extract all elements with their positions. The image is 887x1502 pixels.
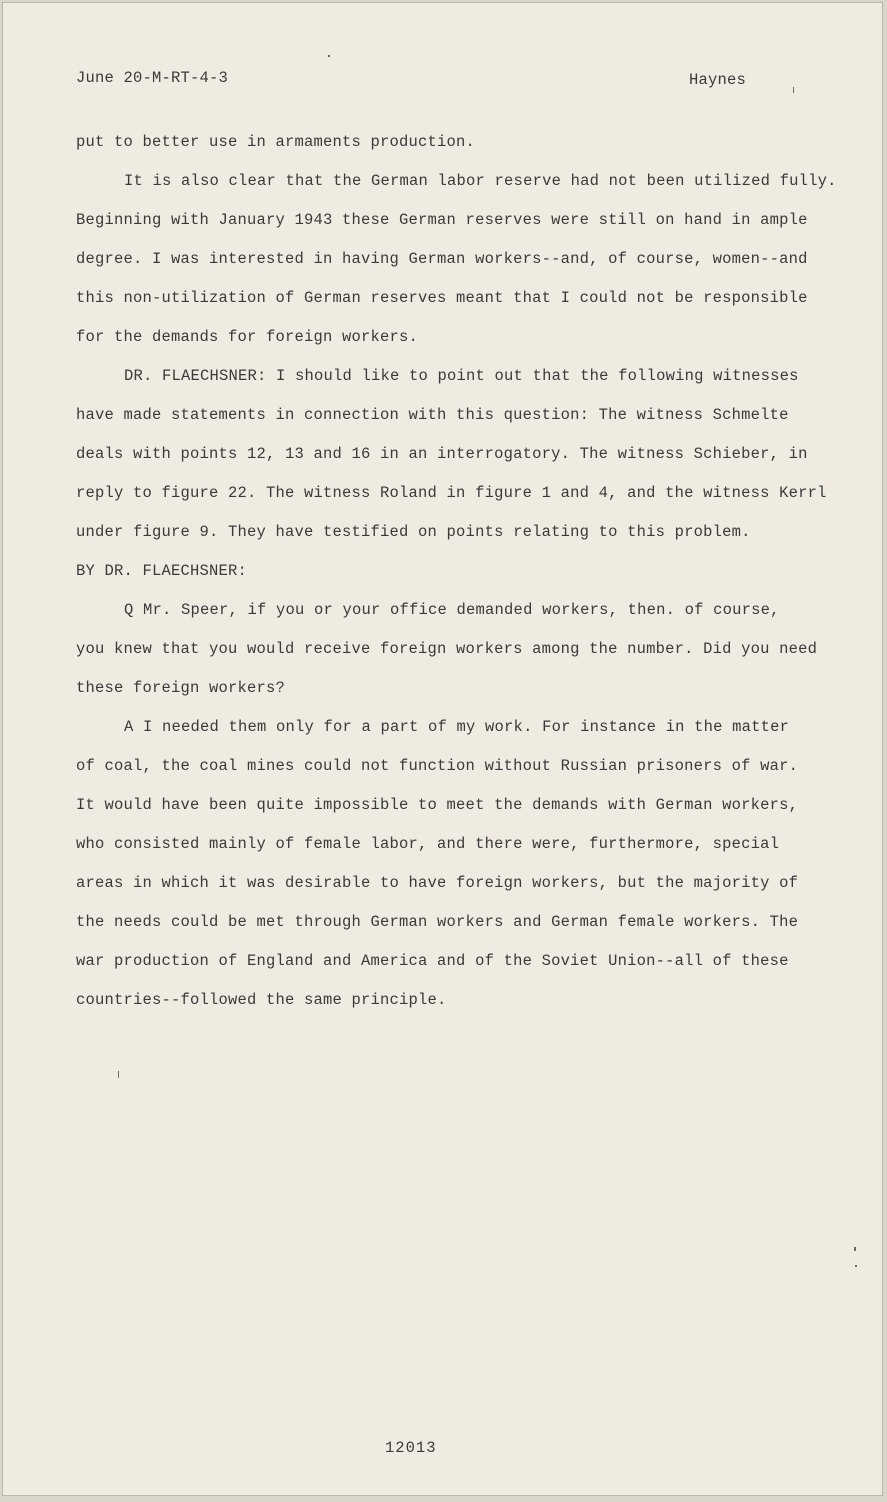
text-line: under figure 9. They have testified on points relating to this problem. (76, 523, 751, 541)
paper-speck (118, 1071, 119, 1078)
text-line: put to better use in armaments production. (76, 133, 476, 151)
text-line: deals with points 12, 13 and 16 in an interrogatory. The witness Schieber, in (76, 445, 808, 463)
text-line: you knew that you would receive foreign workers among the number. Did you need (76, 640, 818, 658)
text-line: Beginning with January 1943 these German reserves were still on hand in ample (76, 211, 808, 229)
answer-line: A I needed them only for a part of my work. For instance in the matter (124, 718, 790, 736)
section-heading: BY DR. FLAECHSNER: (76, 562, 248, 580)
text-line: degree. I was interested in having German workers--and, of course, women--and (76, 250, 808, 268)
text-line: war production of England and America and of the Soviet Union--all of these (76, 952, 789, 970)
text-line: the needs could be met through German workers and German female workers. The (76, 913, 799, 931)
text-line: DR. FLAECHSNER: I should like to point out that the following witnesses (124, 367, 799, 385)
text-line: countries--followed the same principle. (76, 991, 447, 1009)
text-line: for the demands for foreign workers. (76, 328, 419, 346)
paper-speck (854, 1247, 856, 1251)
paper-speck (328, 55, 330, 57)
document-page (2, 2, 883, 1496)
text-line: It would have been quite impossible to meet the demands with German workers, (76, 796, 799, 814)
paper-speck (793, 87, 794, 93)
text-line: It is also clear that the German labor reserve had not been utilized fully. (124, 172, 837, 190)
transcript-body (76, 123, 841, 1020)
question-line: Q Mr. Speer, if you or your office demanded workers, then. of course, (124, 601, 780, 619)
text-line: this non-utilization of German reserves meant that I could not be responsible (76, 289, 808, 307)
page-header-reporter: Haynes (689, 71, 747, 89)
paper-speck (855, 1265, 857, 1267)
page-header-reference: June 20-M-RT-4-3 (76, 69, 229, 87)
text-line: of coal, the coal mines could not function without Russian prisoners of war. (76, 757, 799, 775)
page-number: 12013 (385, 1439, 437, 1457)
text-line: areas in which it was desirable to have foreign workers, but the majority of (76, 874, 799, 892)
text-line: have made statements in connection with this question: The witness Schmelte (76, 406, 789, 424)
text-line: who consisted mainly of female labor, and there were, furthermore, special (76, 835, 780, 853)
text-line: reply to figure 22. The witness Roland in figure 1 and 4, and the witness Kerrl (76, 484, 827, 502)
text-line: these foreign workers? (76, 679, 286, 697)
